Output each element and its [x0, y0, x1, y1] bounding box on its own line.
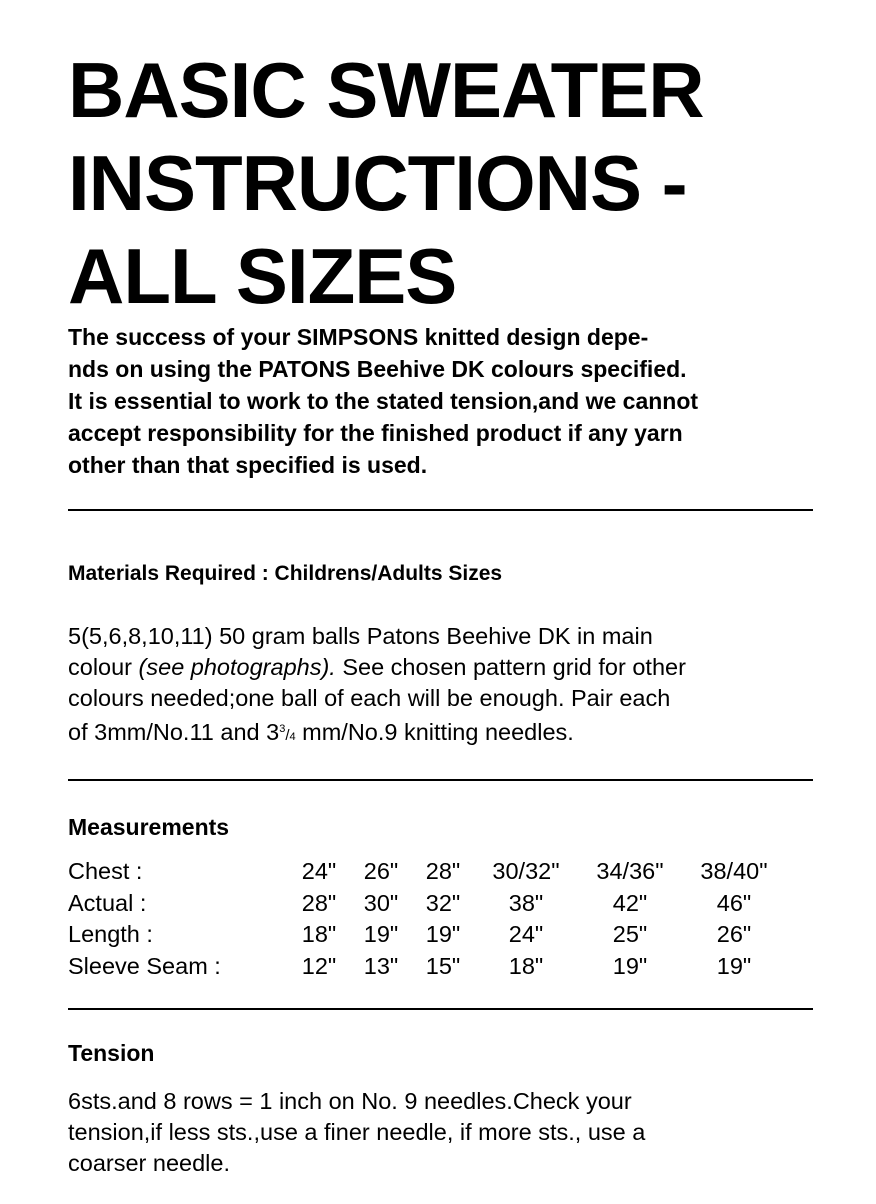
size-value-cell: 28" — [301, 889, 337, 916]
materials-line: colours needed;one ball of each will be enough. Pair each — [68, 685, 671, 711]
fraction — [279, 723, 296, 744]
size-value-cell: 18" — [301, 921, 337, 948]
size-value-cell: 15" — [425, 952, 461, 979]
materials-text: mm/No.9 knitting needles. — [295, 719, 574, 745]
table-row — [68, 951, 786, 983]
size-value-cell: 25" — [612, 921, 648, 948]
measurements-heading: Measurements — [68, 814, 230, 840]
divider — [68, 1008, 813, 1010]
size-value-cell: 42" — [612, 889, 648, 916]
materials-line — [68, 714, 686, 753]
table-row — [68, 919, 786, 951]
size-value-cell: 26" — [363, 858, 399, 885]
size-value-cell: 30/32" — [492, 858, 560, 885]
tension-line: tension,if less sts.,use a finer needle, if more sts., use a — [68, 1119, 646, 1145]
row-label: Chest : — [68, 858, 143, 885]
size-value-cell: 19" — [612, 952, 648, 979]
divider — [68, 509, 813, 511]
intro-line: accept responsibility for the finished product if any yarn — [68, 420, 683, 446]
intro-line: nds on using the PATONS Beehive DK colours specified. — [68, 356, 687, 382]
title-line: INSTRUCTIONS - — [68, 139, 687, 227]
page-title — [68, 44, 704, 323]
intro-line: It is essential to work to the stated tension,and we cannot — [68, 388, 699, 414]
size-value-cell: 18" — [508, 952, 544, 979]
row-label: Sleeve Seam : — [68, 952, 221, 979]
intro-paragraph — [68, 321, 858, 481]
materials-text: See chosen pattern grid for other — [335, 654, 686, 680]
title-line: BASIC SWEATER — [68, 46, 704, 134]
fraction-separator: / — [285, 727, 290, 744]
size-value-cell: 38" — [508, 889, 544, 916]
size-value-cell: 19" — [363, 921, 399, 948]
size-value-cell: 34/36" — [596, 858, 664, 885]
size-value-cell: 32" — [425, 889, 461, 916]
intro-line: other than that specified is used. — [68, 452, 428, 478]
size-value-cell: 26" — [716, 921, 752, 948]
size-value-cell: 19" — [425, 921, 461, 948]
size-value-cell: 24" — [508, 921, 544, 948]
tension-line: 6sts.and 8 rows = 1 inch on No. 9 needles.Check your — [68, 1088, 632, 1114]
tension-paragraph — [68, 1086, 645, 1179]
divider — [68, 779, 813, 781]
materials-line — [68, 652, 686, 683]
tension-heading: Tension — [68, 1040, 155, 1066]
size-value-cell: 13" — [363, 952, 399, 979]
row-label: Length : — [68, 921, 153, 948]
table-row — [68, 888, 786, 920]
intro-line: The success of your SIMPSONS knitted design depe- — [68, 324, 649, 350]
fraction-denominator: 4 — [289, 731, 296, 743]
row-label: Actual : — [68, 889, 147, 916]
materials-text: of 3mm/No.11 and 3 — [68, 719, 280, 745]
materials-line: 5(5,6,8,10,11) 50 gram balls Patons Beehive DK in main — [68, 623, 653, 649]
size-value-cell: 38/40" — [700, 858, 768, 885]
size-value-cell: 12" — [301, 952, 337, 979]
size-value-cell: 30" — [363, 889, 399, 916]
size-value-cell: 24" — [301, 858, 337, 885]
tension-line: coarser needle. — [68, 1150, 230, 1176]
materials-paragraph — [68, 621, 686, 753]
title-line: ALL SIZES — [68, 232, 457, 320]
materials-italic-note: (see photographs). — [138, 654, 336, 680]
size-value-cell: 28" — [425, 858, 461, 885]
measurements-table — [68, 856, 786, 982]
size-value-cell: 19" — [716, 952, 752, 979]
materials-text: colour — [68, 654, 139, 680]
table-row — [68, 856, 786, 888]
size-value-cell: 46" — [716, 889, 752, 916]
materials-heading: Materials Required : Childrens/Adults Sizes — [68, 562, 503, 585]
fraction-numerator: 3 — [279, 723, 286, 735]
